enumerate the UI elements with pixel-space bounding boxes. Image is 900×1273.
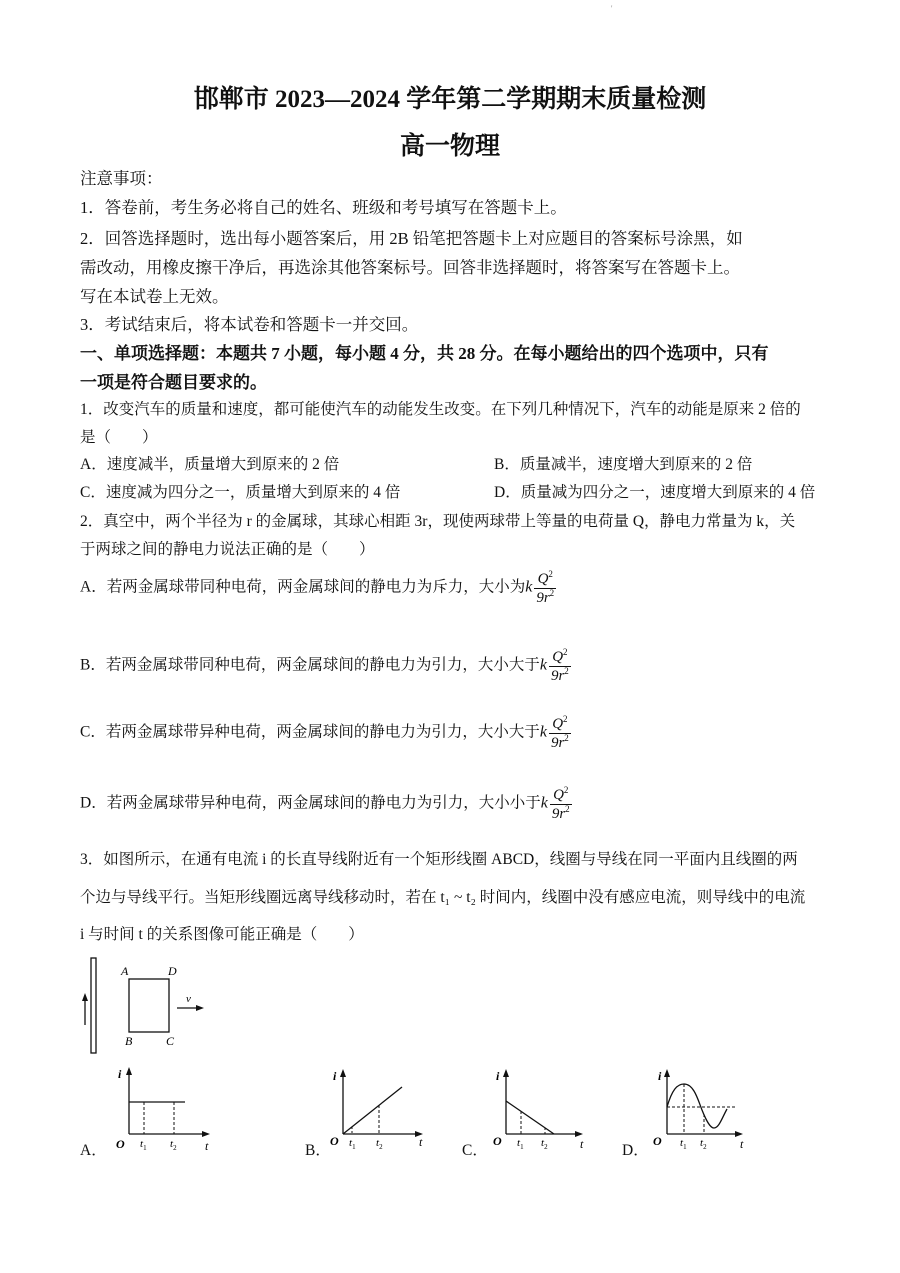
formula-fraction [549,715,571,751]
q1-option-c: C．速度减为四分之一，质量增大到原来的 4 倍 [80,484,401,501]
axis-label-t: t [580,1137,584,1151]
section-heading-line-2: 一项是符合题目要求的。 [80,373,267,392]
q2-option-d [80,786,572,822]
y-axis-arrow [126,1067,132,1075]
formula-exponent: 2 [548,569,553,579]
notice-item-2-line-1: 2．回答选择题时，选出每小题答案后，用 2B 铅笔把答题卡上对应题目的答案标号涂黑，如 [80,229,743,248]
long-straight-wire [91,958,96,1053]
formula-k: k [525,578,533,596]
axis-label-t: t [419,1135,423,1149]
formula-exponent: 2 [565,803,570,814]
formula-numerator: Q [537,571,549,587]
formula-denominator: 9r [550,734,565,751]
graph-b-label: B． [305,1142,331,1159]
graph-c [490,1062,595,1152]
t1-label: $t_1$ [140,1138,147,1152]
notice-item-3: 3．考试结束后，将本试卷和答题卡一并交回。 [80,315,419,334]
section-heading-line-1: 一、单项选择题：本题共 7 小题，每小题 4 分，共 28 分。在每小题给出的四个选项中，只有 [80,344,769,363]
graph-c-label: C． [462,1142,488,1159]
y-axis-arrow [664,1069,670,1077]
q1-stem-line-2: 是（ ） [80,429,158,446]
current-arrow-head [82,993,88,1001]
exam-subject: 高一物理 [399,133,500,160]
q2-option-d-text: D．若两金属球带异种电荷，两金属球间的静电力为引力，大小小于 [80,794,541,812]
q1-option-d: D．质量减为四分之一，速度增大到原来的 4 倍 [494,484,816,501]
q2-option-c [80,715,571,751]
t1-label: $t_1$ [349,1137,356,1151]
velocity-label: v [186,993,191,1005]
t2-label: $t_2$ [376,1137,383,1151]
formula-exponent: 2 [564,732,569,743]
wire-coil-figure [75,955,225,1055]
t2-label: $t_2$ [700,1137,707,1151]
rectangular-coil [129,979,169,1032]
formula-denominator: 9r [551,805,566,822]
graph-b [330,1062,435,1152]
exam-title: 邯郸市 2023—2024 学年第二学期期末质量检测 [193,86,707,113]
formula-k: k [539,656,547,674]
formula-numerator: Q [552,649,564,665]
q2-option-c-text: C．若两金属球带异种电荷，两金属球间的静电力为引力，大小大于 [80,723,540,741]
formula-denominator: 9r [550,667,565,684]
q2-option-a-text: A．若两金属球带同种电荷，两金属球间的静电力为斥力，大小为 [80,578,526,596]
notice-item-2-line-3: 写在本试卷上无效。 [80,287,229,306]
y-axis-arrow [340,1069,346,1077]
formula-exponent: 2 [563,647,568,657]
page-mark: ' [611,4,613,13]
coil-label-b: B [125,1034,133,1048]
notice-item-1: 1．答卷前，考生务必将自己的姓名、班级和考号填写在答题卡上。 [80,198,567,217]
q2-option-b [80,648,571,684]
formula-fraction [549,648,571,684]
q2-option-b-text: B．若两金属球带同种电荷，两金属球间的静电力为引力，大小大于 [80,656,540,674]
q3-stem-line-3: i 与时间 t 的关系图像可能正确是（ ） [80,926,364,943]
graph-a-label: A． [80,1142,107,1159]
formula-k: k [540,794,548,812]
x-axis-arrow [202,1131,210,1137]
formula-fraction [534,570,556,606]
t2-label: $t_2$ [541,1137,548,1151]
origin-label: O [330,1134,339,1148]
graph-a [112,1062,217,1152]
q1-option-a: A．速度减半，质量增大到原来的 2 倍 [80,456,340,473]
t1-label: $t_1$ [517,1137,524,1151]
notice-item-2-line-2: 需改动，用橡皮擦干净后，再选涂其他答案标号。回答非选择题时，将答案写在答题卡上。 [80,258,740,277]
origin-label: O [653,1134,662,1148]
q3-stem-line-1: 3．如图所示，在通有电流 i 的长直导线附近有一个矩形线圈 ABCD，线圈与导线在同一平面内且线圈的两 [80,851,798,868]
q2-stem-line-2: 于两球之间的静电力说法正确的是（ ） [80,541,375,558]
formula-exponent: 2 [563,785,569,795]
coil-label-d: D [168,964,177,978]
y-axis-arrow [503,1069,509,1077]
formula-exponent: 2 [549,587,555,598]
notice-heading: 注意事项： [80,169,163,188]
current-line [343,1087,402,1134]
current-line [506,1101,554,1134]
q1-option-b: B．质量减半，速度增大到原来的 2 倍 [494,456,753,473]
q1-stem-line-1: 1．改变汽车的质量和速度，都可能使汽车的动能发生改变。在下列几种情况下，汽车的动能是原来 2 倍的 [80,401,801,418]
coil-label-c: C [166,1034,175,1048]
t1-label: $t_1$ [680,1137,687,1151]
q3-stem-line-2: 个边与导线平行。当矩形线圈远离导线移动时，若在 t₁ ~ t₂ 时间内，线圈中没有感应电流，则导线中的电流 [80,889,806,906]
axis-label-i: i [496,1069,500,1083]
origin-label: O [493,1134,502,1148]
origin-label: O [116,1137,125,1151]
formula-numerator: Q [553,787,564,803]
graph-d-label: D． [622,1142,649,1159]
current-curve [667,1084,727,1128]
formula-exponent: 2 [563,714,568,724]
axis-label-t: t [740,1137,744,1151]
axis-label-i: i [333,1069,337,1083]
t2-label: $t_2$ [170,1138,177,1152]
axis-label-t: t [205,1139,209,1152]
axis-label-i: i [658,1069,662,1083]
q2-stem-line-1: 2．真空中，两个半径为 r 的金属球，其球心相距 3r，现使两球带上等量的电荷量 Q，静电力常量为 k，关 [80,513,796,530]
velocity-arrow-head [196,1005,204,1011]
q2-option-a [80,570,556,606]
formula-fraction [550,786,572,822]
graph-d [650,1062,755,1152]
axis-label-i: i [118,1067,122,1081]
formula-k: k [539,723,547,741]
formula-numerator: Q [552,716,564,732]
coil-label-a: A [121,964,129,978]
formula-denominator: 9r [536,589,550,606]
formula-exponent: 2 [564,665,569,676]
